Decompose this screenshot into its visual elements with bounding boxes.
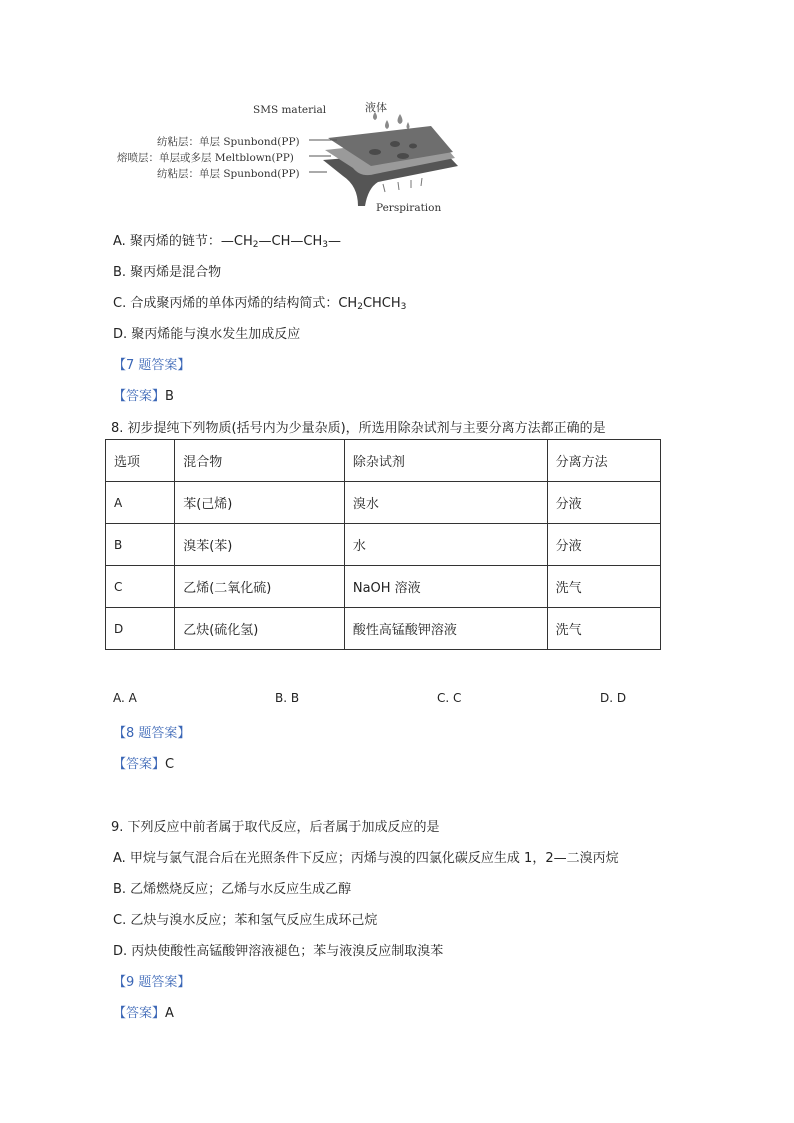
- q9-question: 9. 下列反应中前者属于取代反应，后者属于加成反应的是: [111, 820, 440, 835]
- table-header-row: [106, 440, 661, 482]
- q9-option-c: C. 乙炔与溴水反应；苯和氢气反应生成环己烷: [113, 913, 378, 928]
- q7-option-c: C. 合成聚丙烯的单体丙烯的结构简式：$CH_2CHCH_3$: [113, 296, 407, 312]
- perspiration-label: Perspiration: [376, 202, 442, 214]
- table-cell: 水: [344, 524, 547, 566]
- q9-option-d: D. 丙炔使酸性高锰酸钾溶液褪色；苯与液溴反应制取溴苯: [113, 944, 444, 959]
- table-row: [106, 566, 661, 608]
- q7-option-d: D. 聚丙烯能与溴水发生加成反应: [113, 327, 301, 342]
- q8-question: 8. 初步提纯下列物质(括号内为少量杂质)，所选用除杂试剂与主要分离方法都正确的是: [111, 421, 606, 436]
- table-header-cell: 分离方法: [547, 440, 660, 482]
- surface-droplet: [397, 153, 409, 159]
- perspiration-arrow: [383, 184, 385, 192]
- surface-droplet: [369, 149, 381, 155]
- table-row: [106, 482, 661, 524]
- table-cell: 分液: [547, 524, 660, 566]
- layer-label-1: 纺粘层：单层 Spunbond(PP): [157, 136, 300, 148]
- q8-answer: 【答案】C: [113, 757, 175, 772]
- table-row: [106, 524, 661, 566]
- table-cell: 溴水: [344, 482, 547, 524]
- table-cell: 酸性高锰酸钾溶液: [344, 608, 547, 650]
- layer-label-3: 纺粘层：单层 Spunbond(PP): [157, 168, 300, 180]
- q8-choice-a: A. A: [113, 691, 137, 705]
- perspiration-arrow: [421, 178, 422, 186]
- table-header-cell: 混合物: [175, 440, 345, 482]
- table-cell: 苯(己烯): [175, 482, 345, 524]
- table-header-cell: 除杂试剂: [344, 440, 547, 482]
- table-cell: NaOH 溶液: [344, 566, 547, 608]
- q8-choice-b: B. B: [275, 691, 300, 705]
- surface-droplet: [409, 144, 417, 149]
- q9-option-a: A. 甲烷与氯气混合后在光照条件下反应；丙烯与溴的四氯化碳反应生成 1，2—二溴丙烷: [113, 851, 619, 866]
- figure-title: SMS material: [253, 104, 327, 116]
- q9-answer-tag: 【9 题答案】: [113, 975, 191, 990]
- q7-answer-tag: 【7 题答案】: [113, 358, 191, 373]
- table-header-cell: 选项: [106, 440, 175, 482]
- table-cell: 洗气: [547, 608, 660, 650]
- liquid-drop: [407, 122, 410, 129]
- q9-option-b: B. 乙烯燃烧反应；乙烯与水反应生成乙醇: [113, 882, 352, 897]
- q9-answer: 【答案】A: [113, 1006, 174, 1021]
- liquid-drop: [398, 114, 403, 124]
- q7-option-a: A. 聚丙烯的链节：$—CH_2—CH—CH_3—$: [113, 234, 341, 250]
- table-row: [106, 608, 661, 650]
- liquid-label: 液体: [365, 101, 387, 114]
- table-cell: 分液: [547, 482, 660, 524]
- q7-option-b: B. 聚丙烯是混合物: [113, 265, 222, 280]
- perspiration-arrow: [398, 182, 399, 190]
- sms-material-figure: [113, 98, 458, 216]
- q8-table: [105, 439, 661, 650]
- q8-choice-c: C. C: [437, 691, 462, 705]
- table-cell: 乙烯(二氧化硫): [175, 566, 345, 608]
- table-cell: A: [106, 482, 175, 524]
- surface-droplet: [390, 141, 400, 147]
- table-cell: 乙炔(硫化氢): [175, 608, 345, 650]
- layer-label-2: 熔喷层：单层或多层 Meltblown(PP): [117, 152, 294, 164]
- table-cell: D: [106, 608, 175, 650]
- q8-answer-tag: 【8 题答案】: [113, 726, 191, 741]
- liquid-drop: [385, 120, 389, 129]
- q8-choice-d: D. D: [600, 691, 627, 705]
- table-cell: B: [106, 524, 175, 566]
- table-cell: C: [106, 566, 175, 608]
- table-cell: 洗气: [547, 566, 660, 608]
- q7-answer: 【答案】B: [113, 389, 174, 404]
- table-cell: 溴苯(苯): [175, 524, 345, 566]
